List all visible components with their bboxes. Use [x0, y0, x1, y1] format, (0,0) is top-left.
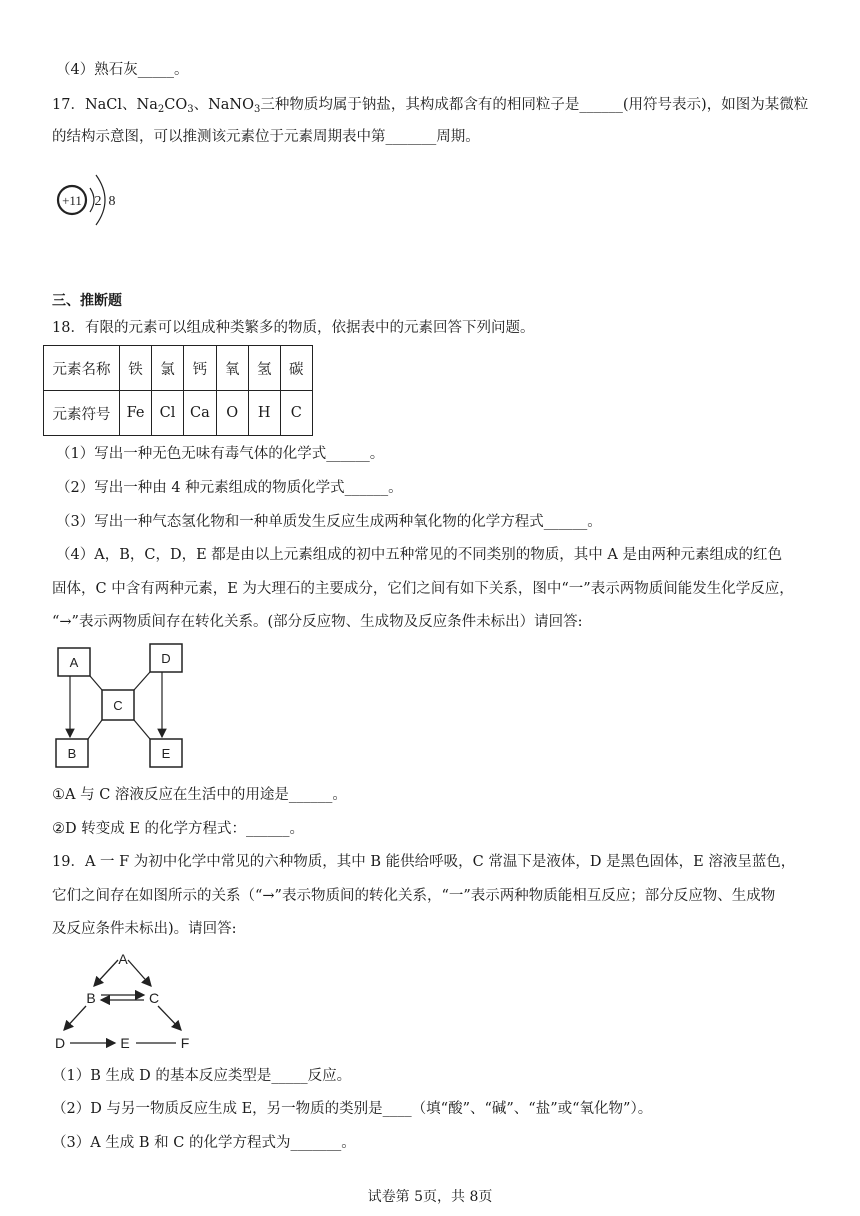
q18-sub4-part1: ①A 与 C 溶液反应在生活中的用途是______。	[52, 787, 347, 803]
q16-item4: （4）熟石灰_____。	[56, 62, 189, 78]
q19-sub2: （2）D 与另一物质反应生成 E，另一物质的类别是____（填“酸”、“碱”、“盐”或“氧化物”）。	[52, 1101, 653, 1117]
q17-line1: 17．NaCl、$Na_2CO_3$、NaNO$_3$三种物质均属于钠盐，其构成都含有的相同粒子是______(用符号表示)，如图为某微粒	[52, 97, 809, 115]
table-cell: Cl	[152, 391, 184, 436]
svg-text:A: A	[69, 655, 79, 670]
table-header-name: 元素名称	[44, 346, 120, 391]
element-table	[43, 345, 313, 436]
q18-sub3: （3）写出一种气态氢化物和一种单质发生反应生成两种氧化物的化学方程式______。	[56, 514, 602, 530]
table-cell: 铁	[120, 346, 152, 391]
svg-text:+11: +11	[62, 193, 82, 208]
table-cell: 氧	[216, 346, 248, 391]
q19-line2: 它们之间存在如图所示的关系（“→”表示物质间的转化关系，“一”表示两种物质能相互反应；部分反应物、生成物	[52, 888, 776, 904]
table-cell: 氯	[152, 346, 184, 391]
table-cell: Ca	[184, 391, 217, 436]
q19-line1: 19．A 一 F 为初中化学中常见的六种物质，其中 B 能供给呼吸，C 常温下是液体，D 是黑色固体，E 溶液呈蓝色，	[52, 854, 796, 870]
svg-text:A: A	[118, 951, 128, 967]
svg-text:E: E	[161, 746, 171, 761]
table-row	[44, 346, 313, 391]
table-row	[44, 391, 313, 436]
svg-text:C: C	[148, 990, 160, 1006]
svg-text:F: F	[180, 1035, 190, 1051]
page-footer: 试卷第 5页，共 8页	[367, 1189, 493, 1205]
q19-relation-diagram	[48, 948, 198, 1058]
svg-text:D: D	[54, 1035, 66, 1051]
svg-text:D: D	[161, 651, 171, 666]
table-cell: Fe	[120, 391, 152, 436]
q18-sub1: （1）写出一种无色无味有毒气体的化学式______。	[56, 446, 385, 462]
q18-sub4-part2: ②D 转变成 E 的化学方程式：______。	[52, 821, 305, 837]
q19-line3: 及反应条件未标出)。请回答:	[52, 921, 237, 937]
q18-sub2: （2）写出一种由 4 种元素组成的物质化学式______。	[56, 480, 403, 496]
atom-structure-diagram	[52, 160, 132, 240]
table-header-symbol: 元素符号	[44, 391, 120, 436]
table-cell: O	[216, 391, 248, 436]
table-cell: 氢	[248, 346, 280, 391]
section-title: 三、推断题	[52, 293, 122, 309]
q18-relation-diagram	[50, 640, 200, 775]
table-cell: 钙	[184, 346, 217, 391]
svg-text:E: E	[120, 1035, 130, 1051]
q18-intro: 18．有限的元素可以组成种类繁多的物质，依据表中的元素回答下列问题。	[52, 320, 535, 336]
svg-text:B: B	[86, 990, 96, 1006]
table-cell: C	[280, 391, 312, 436]
svg-text:8: 8	[108, 194, 116, 209]
svg-text:2: 2	[94, 194, 102, 209]
table-cell: 碳	[280, 346, 312, 391]
q18-sub4-line3: “→”表示两物质间存在转化关系。(部分反应物、生成物及反应条件未标出）请回答:	[52, 614, 583, 630]
q17-line2: 的结构示意图，可以推测该元素位于元素周期表中第_______周期。	[52, 129, 480, 145]
q19-sub3: （3）A 生成 B 和 C 的化学方程式为_______。	[52, 1135, 356, 1151]
q18-sub4-line2: 固体，C 中含有两种元素，E 为大理石的主要成分，它们之间有如下关系，图中“一”表示两物质间能发生化学反应，	[52, 581, 794, 597]
q19-sub1: （1）B 生成 D 的基本反应类型是_____反应。	[52, 1068, 352, 1084]
table-cell: H	[248, 391, 280, 436]
svg-text:B: B	[67, 746, 77, 761]
q18-sub4-line1: （4）A，B，C，D，E 都是由以上元素组成的初中五种常见的不同类别的物质，其中 A 是由两种元素组成的红色	[56, 547, 782, 563]
svg-text:C: C	[113, 698, 123, 713]
